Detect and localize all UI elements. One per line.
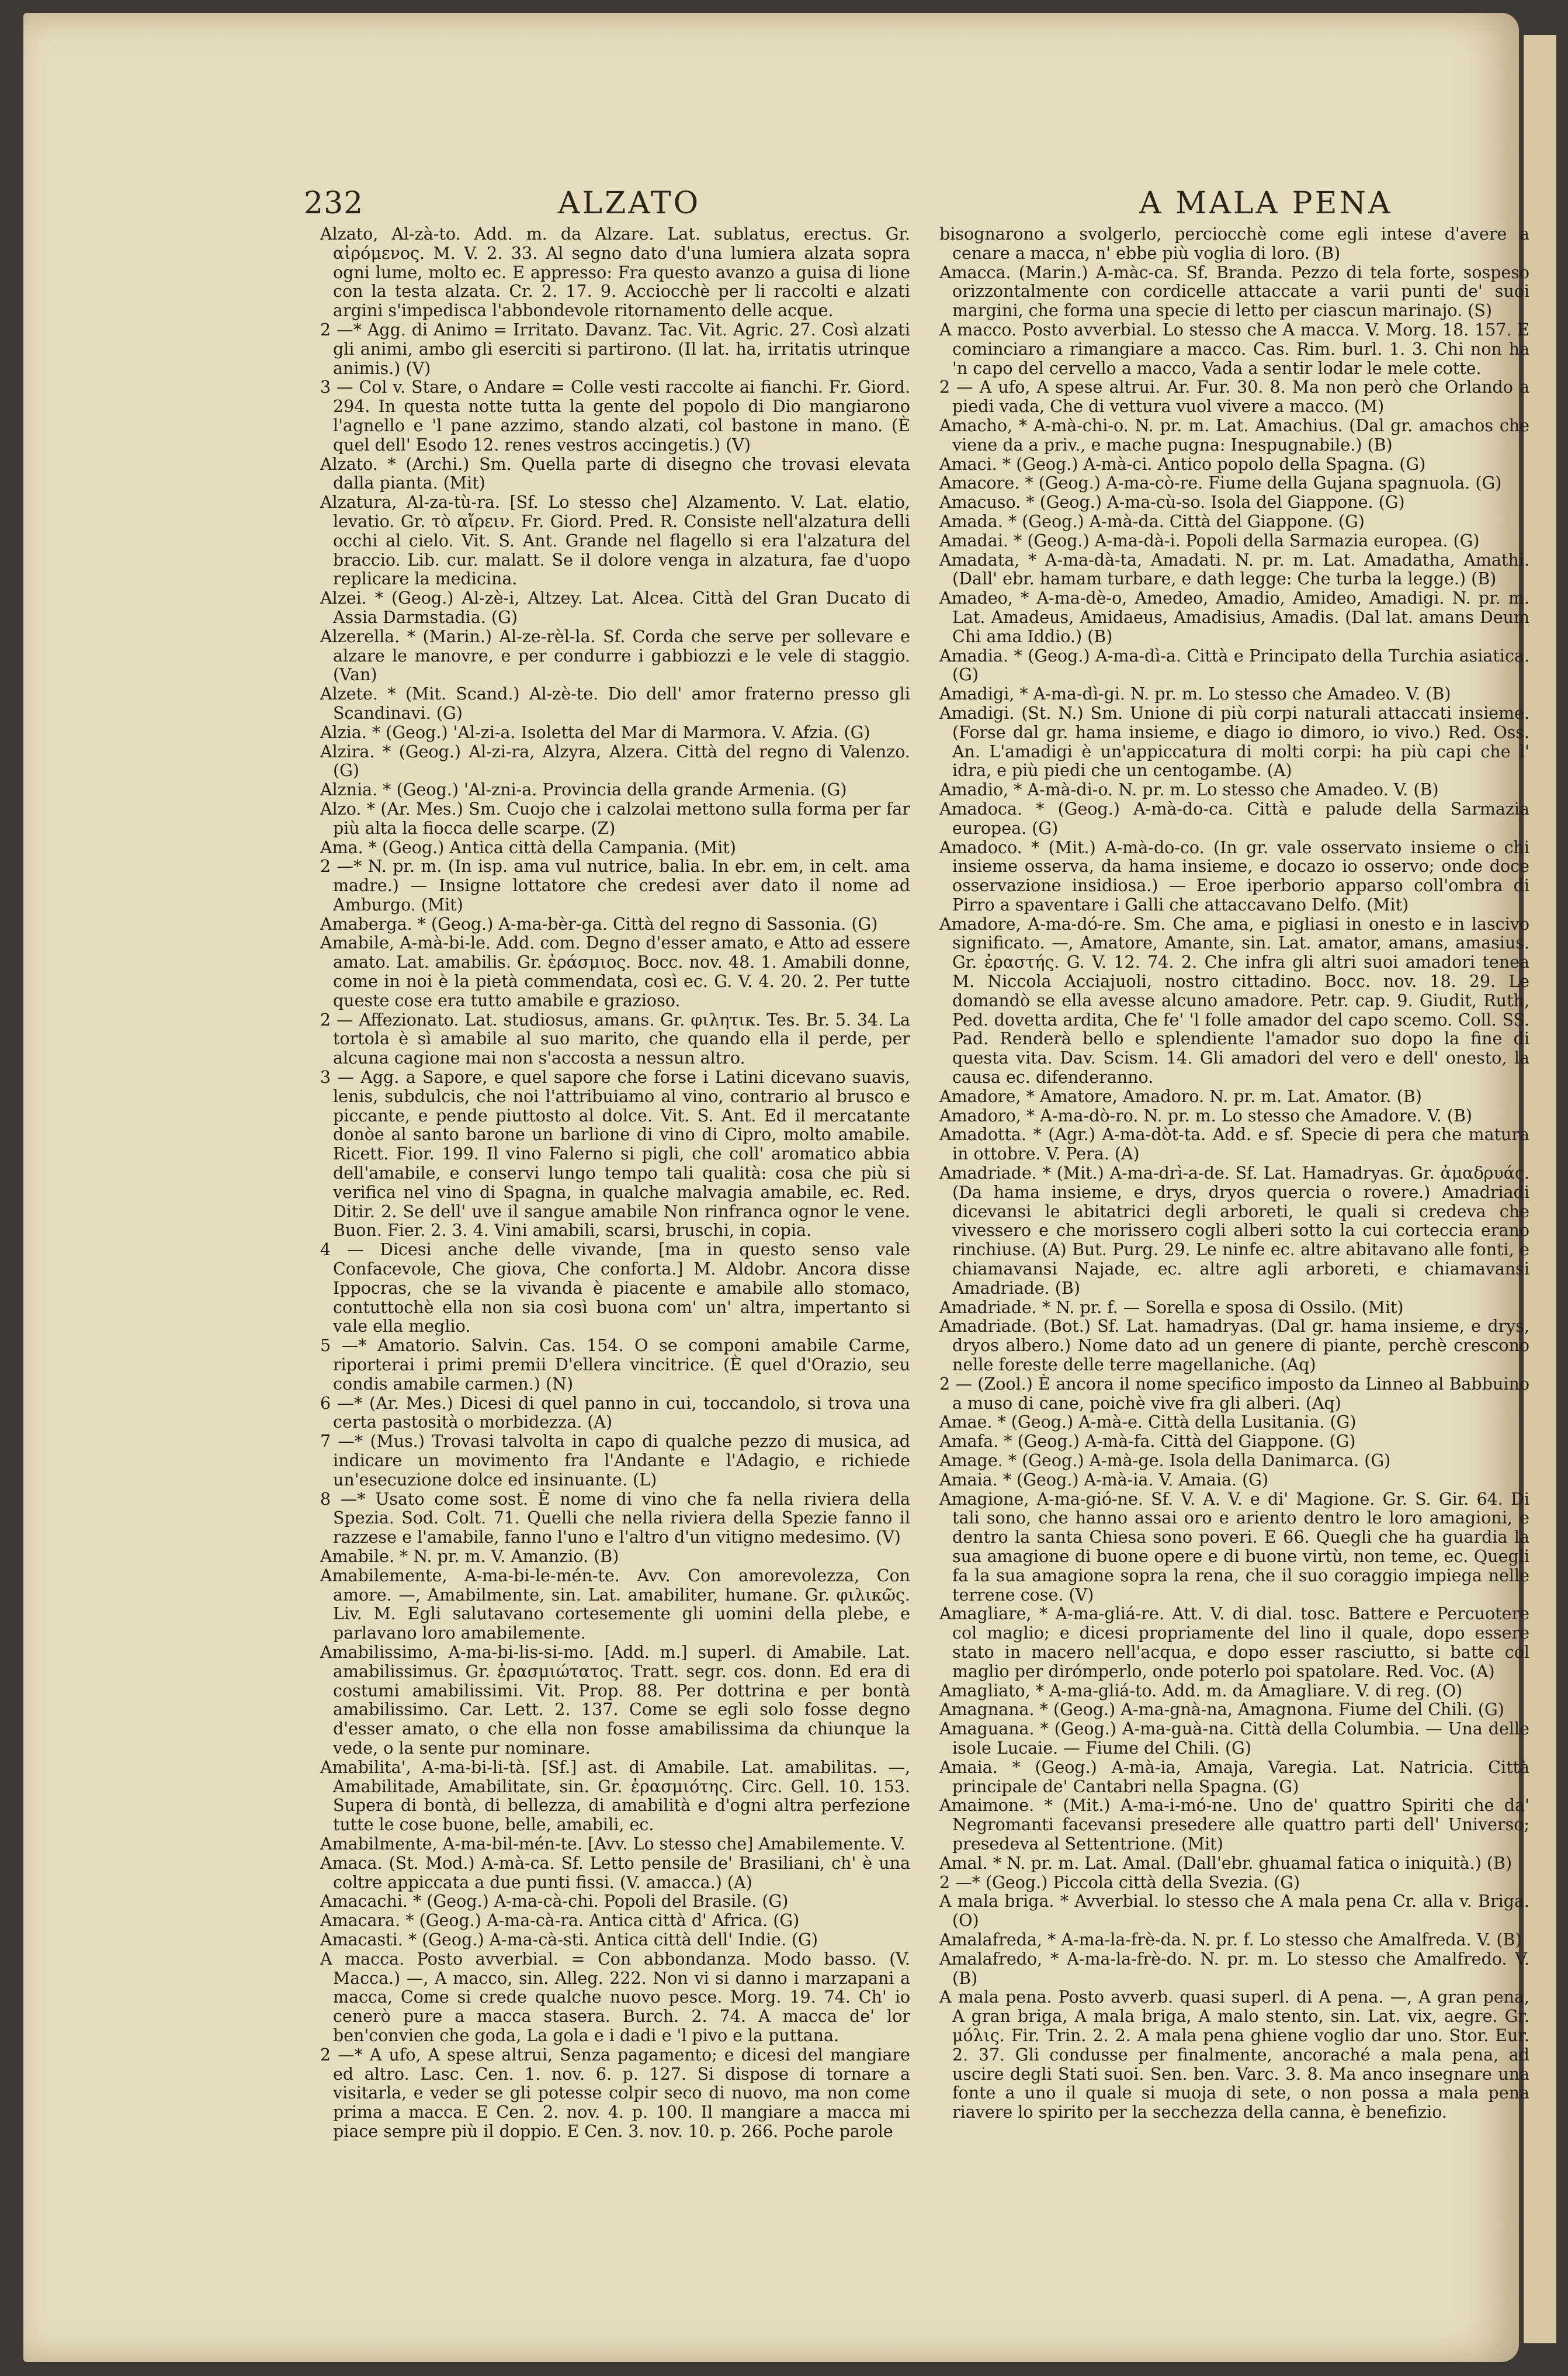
dictionary-entry: Amalafreda, * A-ma-la-frè-da. N. pr. f. Lo stesso che Amalfreda. V. (B) (939, 1930, 1522, 1949)
dictionary-entry: Amacara. * (Geog.) A-ma-cà-ra. Antica città d' Africa. (G) (320, 1911, 800, 1931)
running-head-left: ALZATO (558, 186, 701, 221)
dictionary-entry: Amagnana. * (Geog.) A-ma-gnà-na, Amagnona. Fiume del Chili. (G) (939, 1700, 1504, 1720)
dictionary-entry: Amacasti. * (Geog.) A-ma-cà-sti. Antica città dell' Indie. (G) (320, 1930, 818, 1949)
dictionary-entry: Amadigi, * A-ma-dì-gi. N. pr. m. Lo stesso che Amadeo. V. (B) (939, 684, 1451, 704)
dictionary-entry: Amaia. * (Geog.) A-mà-ia. V. Amaia. (G) (939, 1470, 1269, 1490)
dictionary-entry: 3 — Col v. Stare, o Andare = Colle vesti raccolte ai fianchi. Fr. Giord. 294. In questa notte tutta la gente del popolo di Dio mangiarono l'agnello e 'l pane azzimo, stando alzati, col bastone in mano. (È quel dell' Esodo 12. renes vestros accingetis.) (V) (320, 377, 910, 455)
dictionary-entry: Amadai. * (Geog.) A-ma-dà-i. Popoli della Sarmazia europea. (G) (939, 531, 1480, 550)
dictionary-entry: 2 — A ufo, A spese altrui. Ar. Fur. 30. 8. Ma non però che Orlando a piedi vada, Che di vettura vuol vivere a macco. (M) (939, 377, 1529, 417)
dictionary-entry: Alzete. * (Mit. Scand.) Al-zè-te. Dio dell' amor fraterno presso gli Scandinavi. (G) (320, 684, 910, 723)
dictionary-entry: Amaberga. * (Geog.) A-ma-bèr-ga. Città del regno di Sassonia. (G) (320, 914, 878, 934)
dictionary-entry: Amaia. * (Geog.) A-mà-ia, Amaja, Varegia. Lat. Natricia. Città principale de' Cantabri nella Spagna. (G) (939, 1757, 1529, 1796)
dictionary-entry: Amae. * (Geog.) A-mà-e. Città della Lusitania. (G) (939, 1412, 1357, 1432)
dictionary-entry: Amadoco. * (Mit.) A-mà-do-co. (In gr. vale osservato insieme o chi insieme osserva, da hama insieme, e docazo io osservo; onde doce osservazione insidiosa.) — Eroe iperborio apparso coll'ombra di Pirro a spaventare i Galli che attaccavano Delfo. (Mit) (939, 837, 1529, 915)
dictionary-entry: Amacho, * A-mà-chi-o. N. pr. m. Lat. Amachius. (Dal gr. amachos che viene da a priv., e mache pugna: Inespugnabile.) (B) (939, 415, 1529, 455)
dictionary-entry: Amafa. * (Geog.) A-mà-fa. Città del Giappone. (G) (939, 1432, 1356, 1452)
dictionary-entry: Alzato. * (Archi.) Sm. Quella parte di disegno che trovasi elevata dalla pianta. (Mit) (320, 454, 910, 493)
dictionary-entry: Amabile, A-mà-bi-le. Add. com. Degno d'esser amato, e Atto ad essere amato. Lat. amabilis. Gr. ἐράσμιος. Bocc. nov. 48. 1. Amabili donne, come in noi è la pietà commendata, così ec. G. V. 4. 20. 2. Per tutte queste cose era tutto amabile e grazioso. (320, 933, 910, 1010)
dictionary-entry: Amadoro, * A-ma-dò-ro. N. pr. m. Lo stesso che Amadore. V. (B) (939, 1106, 1473, 1125)
dictionary-entry: Amalafredo, * A-ma-la-frè-do. N. pr. m. Lo stesso che Amalfredo. V. (B) (939, 1949, 1529, 1988)
dictionary-entry: Amacca. (Marin.) A-màc-ca. Sf. Branda. Pezzo di tela forte, sospeso orizzontalmente con cordicelle attaccate a varii punti de' suoi margini, che forma una specie di letto per ciascun marinajo. (S) (939, 262, 1529, 321)
dictionary-entry: Alzerella. * (Marin.) Al-ze-rèl-la. Sf. Corda che serve per sollevare e alzare le manovre, e per condurre i gabbiozzi e le vele di staggio. (Van) (320, 626, 910, 685)
dictionary-entry: Amaguana. * (Geog.) A-ma-guà-na. Città della Columbia. — Una delle isole Lucaie. — Fiume del Chili. (G) (939, 1719, 1529, 1758)
dictionary-entry: Amaimone. * (Mit.) A-ma-i-mó-ne. Uno de' quattro Spiriti che da' Negromanti facevansi presedere alle quattro parti dell' Universo; presedeva al Settentrione. (Mit) (939, 1796, 1529, 1854)
dictionary-entry: Amacachi. * (Geog.) A-ma-cà-chi. Popoli del Brasile. (G) (320, 1892, 789, 1911)
dictionary-entry: Amabile. * N. pr. m. V. Amanzio. (B) (320, 1546, 619, 1566)
dictionary-entry: Amal. * N. pr. m. Lat. Amal. (Dall'ebr. ghuamal fatica o iniquità.) (B) (939, 1853, 1513, 1873)
dictionary-entry: Ama. * (Geog.) Antica città della Campania. (Mit) (320, 837, 736, 857)
dictionary-entry: Amadia. * (Geog.) A-ma-dì-a. Città e Principato della Turchia asiatica. (G) (939, 646, 1529, 685)
right-column (939, 225, 1529, 2122)
dictionary-entry: 2 — (Zool.) È ancora il nome specifico imposto da Linneo al Babbuino a muso di cane, poichè vive fra gli alberi. (Aq) (939, 1374, 1529, 1413)
dictionary-entry: 2 —* (Geog.) Piccola città della Svezia. (G) (939, 1872, 1300, 1892)
dictionary-entry: Amadio, * A-mà-di-o. N. pr. m. Lo stesso che Amadeo. V. (B) (939, 780, 1439, 800)
dictionary-entry: Amadriade. * (Mit.) A-ma-drì-a-de. Sf. Lat. Hamadryas. Gr. ἁμαδρυάς. (Da hama insieme, e drys, dryos quercia o rovere.) Amadriadi dicevansi le abitatrici degli arboreti, le quali si credeva che vivessero e che morissero cogli alberi sotto la cui corteccia erano rinchiuse. (A) But. Purg. 29. Le ninfe ec. altre abitavano alle fonti, e chiamavansi Najade, ec. altre agli arboreti, e chiamavansi Amadriade. (B) (939, 1163, 1529, 1298)
dictionary-entry: Amabilita', A-ma-bi-li-tà. [Sf.] ast. di Amabile. Lat. amabilitas. —, Amabilitade, Amabilitate, sin. Gr. ἐρασμιότης. Circ. Gell. 10. 153. Supera di bontà, di bellezza, di amabilità e d'ogni altra perfezione tutte le cose buone, belle, amabili, ec. (320, 1757, 910, 1835)
dictionary-entry: 2 —* N. pr. m. (In isp. ama vul nutrice, balia. In ebr. em, in celt. ama madre.) — Insigne lottatore che credesi aver dato il nome ad Amburgo. (Mit) (320, 857, 910, 915)
dictionary-entry: A macca. Posto avverbial. = Con abbondanza. Modo basso. (V. Macca.) —, A macco, sin. Alleg. 222. Non vi si danno i marzapani a macca, Come si crede qualche nuovo pesce. Morg. 19. 74. Ch' io cenerò pure a macca stasera. Burch. 2. 74. A macca de' lor ben'convien che goda, La gola e i dadi e 'l pivo e la puttana. (320, 1949, 910, 2045)
dictionary-entry: Amadriade. (Bot.) Sf. Lat. hamadryas. (Dal gr. hama insieme, e drys, dryos albero.) Nome dato ad un genere di piante, perchè crescono nelle foreste delle terre magellaniche. (Aq) (939, 1317, 1529, 1375)
dictionary-entry: bisognarono a svolgerlo, perciocchè come egli intese d'avere a cenare a macca, n' ebbe più voglia di loro. (B) (939, 224, 1529, 263)
dictionary-entry: Amaci. * (Geog.) A-mà-ci. Antico popolo della Spagna. (G) (939, 454, 1426, 474)
dictionary-entry: 6 —* (Ar. Mes.) Dicesi di quel panno in cui, toccandolo, si trova una certa pastosità o morbidezza. (A) (320, 1393, 910, 1432)
dictionary-entry: Amabilissimo, A-ma-bi-lis-si-mo. [Add. m.] superl. di Amabile. Lat. amabilissimus. Gr. ἐρασμιώτατος. Tratt. segr. cos. donn. Ed era di costumi amabilissimi. Vit. Prop. 88. Per dottrina e per bontà amabilissimo. Car. Lett. 2. 137. Come se egli solo fosse degno d'esser amato, o che ella non fosse amabilissima da chiunque la vede, o la sente pur nominare. (320, 1642, 910, 1758)
dictionary-entry: Alzia. * (Geog.) 'Al-zi-a. Isoletta del Mar di Marmora. V. Afzia. (G) (320, 722, 870, 742)
dictionary-entry: Amagione, A-ma-gió-ne. Sf. V. A. V. e di' Magione. Gr. S. Gir. 64. Di tali sono, che hanno assai oro e ariento dentro le loro amagioni, e dentro la santa Chiesa sono poveri. E 66. Quegli che ha guardia la sua amagione di buone opere e di buone virtù, non teme, ec. Quegli fa la sua amagione sopra la rena, che il suo coraggio impiega nelle terrene cose. (V) (939, 1489, 1529, 1605)
dictionary-entry: Amadoca. * (Geog.) A-mà-do-ca. Città e palude della Sarmazia europea. (G) (939, 799, 1529, 838)
dictionary-entry: Amaca. (St. Mod.) A-mà-ca. Sf. Letto pensile de' Brasiliani, ch' è una coltre appiccata a due punti fissi. (V. amacca.) (A) (320, 1853, 910, 1892)
dictionary-entry: 2 —* A ufo, A spese altrui, Senza pagamento; e dicesi del mangiare ed altro. Lasc. Cen. 1. nov. 6. p. 127. Si dispose di tornare a visitarla, e veder se gli potesse colpir seco di nuovo, ma non come prima a macca. E Cen. 2. nov. 4. p. 100. Il mangiare a macca mi piace sempre più il doppio. E Cen. 3. nov. 10. p. 266. Poche parole (320, 2045, 910, 2141)
dictionary-entry: 4 — Dicesi anche delle vivande, [ma in questo senso vale Confacevole, Che giova, Che conforta.] M. Aldobr. Ancora disse Ippocras, che se la vivanda è piacente e amabile allo stomaco, contuttochè ella non sia così buona com' un' altra, impertanto si vale ella meglio. (320, 1240, 910, 1336)
dictionary-entry: 7 —* (Mus.) Trovasi talvolta in capo di qualche pezzo di musica, ad indicare un movimento fra l'Andante e l'Adagio, e richiede un'esecuzione dolce ed insinuante. (L) (320, 1432, 910, 1490)
dictionary-entry: Amagliare, * A-ma-gliá-re. Att. V. di dial. tosc. Battere e Percuotere col maglio; e dicesi propriamente del lino il quale, dopo essere stato in macero nell'acqua, e dopo esser rasciutto, si batte col maglio per dirómperlo, onde poterlo poi spatolare. Red. Voc. (A) (939, 1604, 1529, 1681)
dictionary-entry: Amada. * (Geog.) A-mà-da. Città del Giappone. (G) (939, 511, 1365, 531)
dictionary-entry: Amadore, A-ma-dó-re. Sm. Che ama, e pigliasi in onesto e in lascivo significato. —, Amatore, Amante, sin. Lat. amator, amans, amasius. Gr. ἐραστής. G. V. 12. 74. 2. Che infra gli altri suoi amadori tenea M. Niccola Acciajuoli, nostro cittadino. Bocc. nov. 18. 29. Le domandò se ella avesse alcuno amadore. Petr. cap. 9. Giudit, Ruth, Ped. dovetta ardita, Che fe' 'l folle amador del capo scemo. Coll. SS. Pad. Renderà bello e splendiente l'amador suo dopo la fine di questa vita. Dav. Scism. 14. Gli amadori del vero e dell' onesto, la causa ec. difenderanno. (939, 914, 1529, 1087)
page-number: 232 (304, 186, 364, 221)
dictionary-entry: Alzira. * (Geog.) Al-zi-ra, Alzyra, Alzera. Città del regno di Valenzo. (G) (320, 742, 910, 781)
dictionary-entry: 2 —* Agg. di Animo = Irritato. Davanz. Tac. Vit. Agric. 27. Così alzati gli animi, ambo gli eserciti si partirono. (Il lat. ha, irritatis utrinque animis.) (V) (320, 320, 910, 378)
dictionary-entry: A macco. Posto avverbial. Lo stesso che A macca. V. Morg. 18. 157. E cominciaro a rimangiare a macco. Cas. Rim. burl. 1. 3. Chi non ha 'n capo del cervello a macco, Vada a sentir lodar le mele cotte. (939, 320, 1529, 378)
dictionary-entry: Alzatura, Al-za-tù-ra. [Sf. Lo stesso che] Alzamento. V. Lat. elatio, levatio. Gr. τὸ αἴρειν. Fr. Giord. Pred. R. Consiste nell'alzatura delli occhi al cielo. Vit. S. Ant. Grande nel flagello si era l'alzatura del braccio. Lib. cur. malatt. Se il dolore venga in alzatura, fae d'uopo replicare la medicina. (320, 493, 910, 589)
dictionary-entry: Amacore. * (Geog.) A-ma-cò-re. Fiume della Gujana spagnuola. (G) (939, 473, 1502, 493)
dictionary-entry: Amadigi. (St. N.) Sm. Unione di più corpi naturali attaccati insieme. (Forse dal gr. hama insieme, e diago io dimoro, io vivo.) Red. Oss. An. L'amadigi è un'appiccatura di molti corpi: ha più capi che l' idra, e più piedi che un centogambe. (A) (939, 703, 1529, 781)
dictionary-entry: Amadore, * Amatore, Amadoro. N. pr. m. Lat. Amator. (B) (939, 1086, 1422, 1106)
dictionary-entry: 8 —* Usato come sost. È nome di vino che fa nella riviera della Spezia. Sod. Colt. 71. Quelli che nella riviera della Spezie fanno il razzese e l'amabile, fanno l'uno e l'altro d'un vitigno medesimo. (V) (320, 1489, 910, 1547)
dictionary-entry: Alznia. * (Geog.) 'Al-zni-a. Provincia della grande Armenia. (G) (320, 780, 847, 800)
dictionary-entry: Amadeo, * A-ma-dè-o, Amedeo, Amadio, Amideo, Amadigi. N. pr. m. Lat. Amadeus, Amidaeus, Amadisius, Amadis. (Dal lat. amans Deum Chi ama Iddio.) (B) (939, 588, 1529, 646)
dictionary-entry: 3 — Agg. a Sapore, e quel sapore che forse i Latini dicevano suavis, lenis, subdulcis, che noi l'attribuiamo al vino, contrario al brusco e piccante, e pende piuttosto al dolce. Vit. S. Ant. Ed il mercatante donòe al santo barone un barlione di vino di Cipro, molto amabile. Ricett. Fior. 199. Il vino Falerno si pigli, che coll' aromatico abbia dell'amabile, e conservi lungo tempo tali qualità: cosa che più si verifica nel vino di Spagna, in qualche malvagia amabile, ec. Red. Ditir. 2. Se dell' uve il sangue amabile Non rinfranca ognor le vene. Buon. Fier. 2. 3. 4. Vini amabili, scarsi, bruschi, in copia. (320, 1068, 910, 1241)
dictionary-entry: A mala briga. * Avverbial. lo stesso che A mala pena Cr. alla v. Briga. (O) (939, 1892, 1529, 1931)
dictionary-entry: Alzei. * (Geog.) Al-zè-i, Altzey. Lat. Alcea. Città del Gran Ducato di Assia Darmstadia. (G) (320, 588, 910, 627)
dictionary-entry: Alzato, Al-zà-to. Add. m. da Alzare. Lat. sublatus, erectus. Gr. αἰρόμενος. M. V. 2. 33. Al segno dato d'una lumiera alzata sopra ogni lume, molto ec. E appresso: Fra questo avanzo a guisa di lione con la testa alzata. Cr. 2. 17. 9. Acciocchè per li raccolti e alzati argini s'impedisca l'abbondevole ritornamento delle acque. (320, 224, 910, 321)
dictionary-entry: A mala pena. Posto avverb. quasi superl. di A pena. —, A gran pena, A gran briga, A mala briga, A malo stento, sin. Lat. vix, aegre. Gr. μόλις. Fir. Trin. 2. 2. A mala pena ghiene voglio dar uno. Stor. Eur. 2. 37. Gli condusse per finalmente, ancoraché a mala pena, ad uscire degli Stati suoi. Sen. ben. Varc. 3. 8. Ma anco insegnare una fonte a uno il quale si muoja di sete, o non possa a mala pena riavere lo spirito per la secchezza della canna, è benefizio. (939, 1987, 1529, 2122)
dictionary-entry: Alzo. * (Ar. Mes.) Sm. Cuojo che i calzolai mettono sulla forma per far più alta la fiocca delle scarpe. (Z) (320, 799, 910, 838)
dictionary-entry: Amagliato, * A-ma-gliá-to. Add. m. da Amagliare. V. di reg. (O) (939, 1681, 1463, 1700)
dictionary-entry: Amabilemente, A-ma-bi-le-mén-te. Avv. Con amorevolezza, Con amore. —, Amabilmente, sin. Lat. amabiliter, humane. Gr. φιλικῶς. Liv. M. Egli salutavano cortesemente gli uomini della plebe, e parlavano loro amabilemente. (320, 1565, 910, 1643)
dictionary-entry: Amabilmente, A-ma-bil-mén-te. [Avv. Lo stesso che] Amabilemente. V. (320, 1834, 906, 1854)
dictionary-entry: 2 — Affezionato. Lat. studiosus, amans. Gr. φιλητικ. Tes. Br. 5. 34. La tortola è sì amabile al suo marito, che quando ella il perde, per alcuna cagione mai non s'accosta a nessun altro. (320, 1010, 910, 1068)
dictionary-entry: Amadata, * A-ma-dà-ta, Amadati. N. pr. m. Lat. Amadatha, Amathi. (Dall' ebr. hamam turbare, e dath legge: Che turba la legge.) (B) (939, 550, 1529, 589)
dictionary-entry: Amadriade. * N. pr. f. — Sorella e sposa di Ossilo. (Mit) (939, 1297, 1404, 1317)
dictionary-entry: 5 —* Amatorio. Salvin. Cas. 154. O se componi amabile Carme, riporterai i primi premii D'ellera vincitrice. (È quel d'Orazio, seu condis amabile carmen.) (N) (320, 1336, 910, 1394)
dictionary-entry: Amadotta. * (Agr.) A-ma-dòt-ta. Add. e sf. Specie di pera che matura in ottobre. V. Pera. (A) (939, 1125, 1529, 1164)
running-head-right: A MALA PENA (1139, 186, 1393, 221)
dictionary-entry: Amage. * (Geog.) A-mà-ge. Isola della Danimarca. (G) (939, 1451, 1391, 1470)
dictionary-entry: Amacuso. * (Geog.) A-ma-cù-so. Isola del Giappone. (G) (939, 493, 1405, 512)
left-column (320, 225, 910, 2142)
